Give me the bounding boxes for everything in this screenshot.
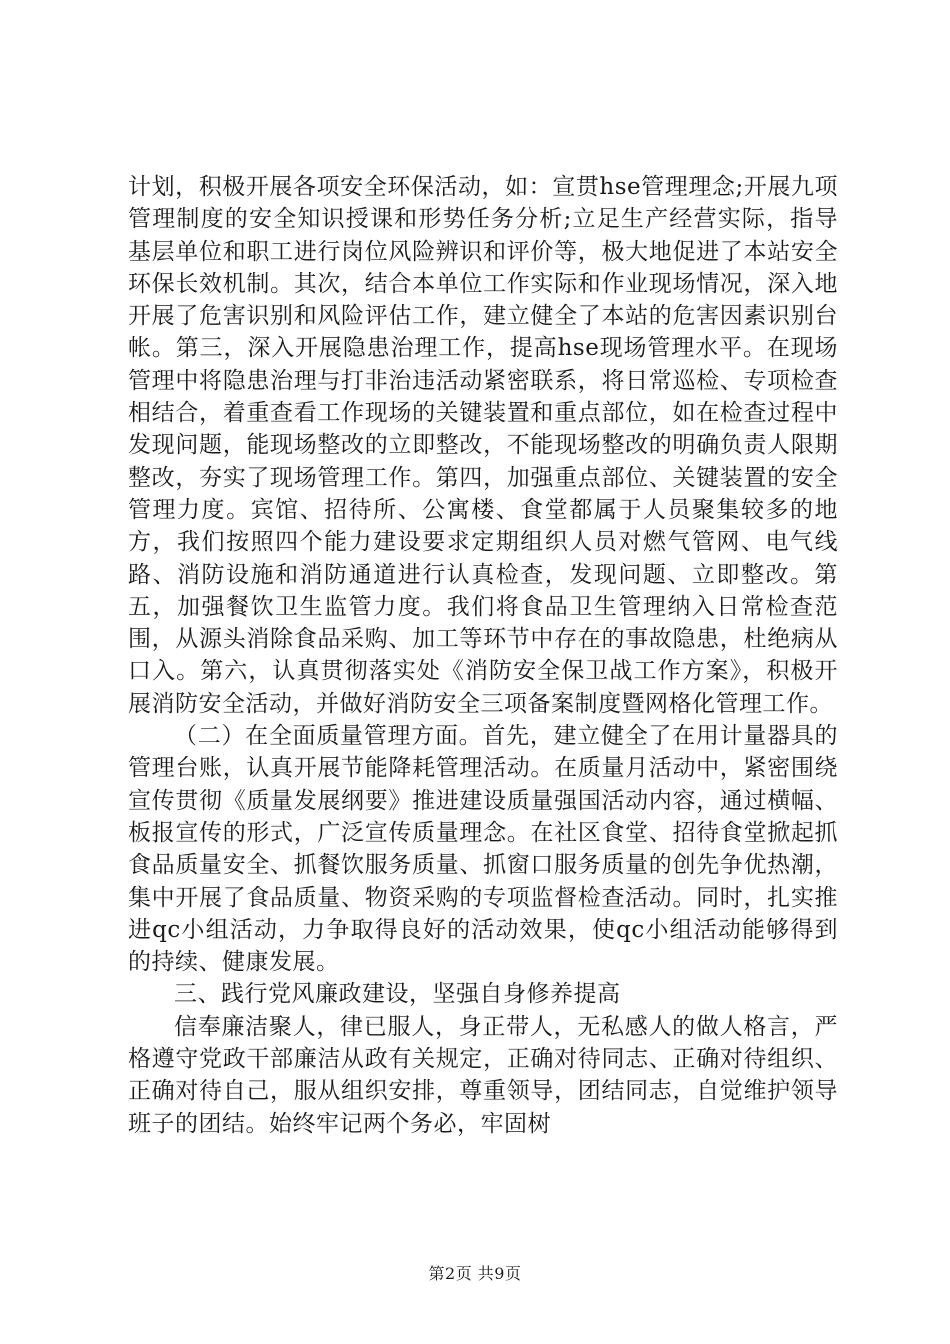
paragraph-integrity: 信奉廉洁聚人，律已服人，身正带人，无私感人的做人格言，严格遵守党政干部廉洁从政有关规定，正确对待同志、正确对待组织、正确对待自己，服从组织安排，尊重领导，团结同志，自觉维护领导班子的团结。始终牢记两个务必，牢固树 [128,1013,838,1137]
paragraph-quality-management: （二）在全面质量管理方面。首先，建立健全了在用计量器具的管理台账，认真开展节能降耗管理活动。在质量月活动中，紧密围绕宣传贯彻《质量发展纲要》推进建设质量强国活动内容，通过横幅、板报宣传的形式，广泛宣传质量理念。在社区食堂、招待食堂掀起抓食品质量安全、抓餐饮服务质量、抓窗口服务质量的创先争优热潮，集中开展了食品质量、物资采购的专项监督检查活动。同时，扎实推进qc小组活动，力争取得良好的活动效果，使qc小组活动能够得到的持续、健康发展。 [128,723,838,976]
section-heading-integrity: 三、践行党风廉政建设，坚强自身修养提高 [174,981,621,1008]
document-body [128,171,838,1140]
page-number: 第2页 共9页 [428,1264,522,1283]
paragraph-safety-work: 计划，积极开展各项安全环保活动，如：宣贯hse管理理念;开展九项管理制度的安全知识授课和形势任务分析;立足生产经营实际，指导基层单位和职工进行岗位风险辨识和评价等，极大地促进了本站安全环保长效机制。其次，结合本单位工作实际和作业现场情况，深入地开展了危害识别和风险评估工作，建立健全了本站的危害因素识别台帐。第三，深入开展隐患治理工作，提高hse现场管理水平。在现场管理中将隐患治理与打非治违活动紧密联系，将日常巡检、专项检查相结合，着重查看工作现场的关键装置和重点部位，如在检查过程中发现问题，能现场整改的立即整改，不能现场整改的明确负责人限期整改，夯实了现场管理工作。第四，加强重点部位、关键装置的安全管理力度。宾馆、招待所、公寓楼、食堂都属于人员聚集较多的地方，我们按照四个能力建设要求定期组织人员对燃气管网、电气线路、消防设施和消防通道进行认真检查，发现问题、立即整改。第五，加强餐饮卫生监管力度。我们将食品卫生管理纳入日常检查范围，从源头消除食品采购、加工等环节中存在的事故隐患，杜绝病从口入。第六，认真贯彻落实处《消防安全保卫战工作方案》，积极开展消防安全活动，并做好消防安全三项备案制度暨网格化管理工作。 [128,174,838,717]
